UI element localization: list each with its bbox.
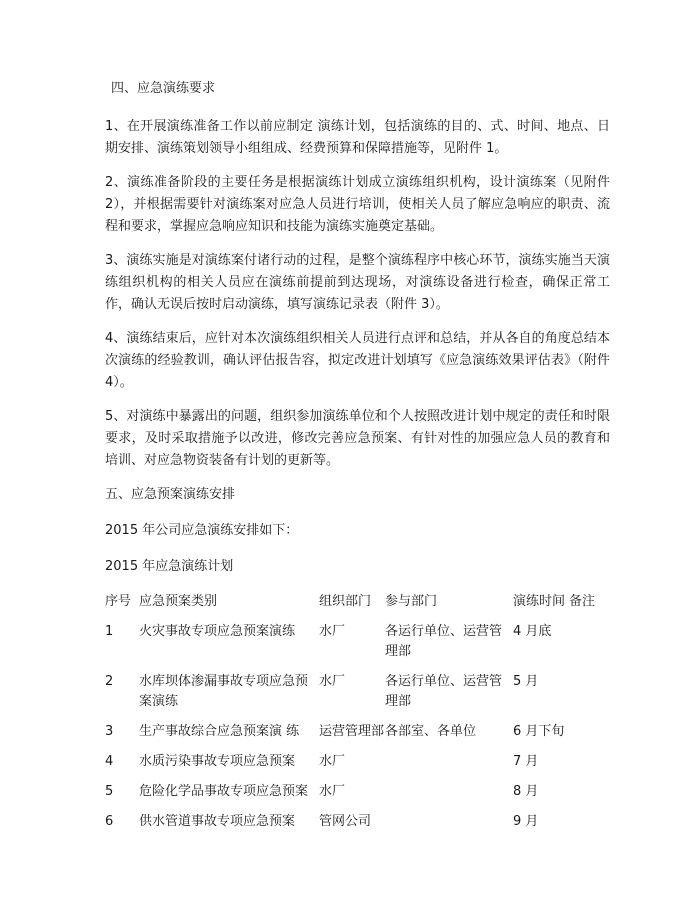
cell-participants	[385, 782, 513, 812]
cell-no: 2	[105, 674, 114, 689]
table-row	[105, 752, 610, 782]
header-org: 组织部门	[319, 594, 372, 609]
cell-org: 水厂	[319, 624, 346, 639]
cell-no: 5	[105, 784, 114, 799]
cell-type: 水质污染事故专项应急预案	[139, 754, 296, 769]
cell-no: 1	[105, 624, 114, 639]
section-5-title: 五、应急预案演练安排	[105, 487, 236, 502]
cell-time: 6 月下旬	[513, 724, 565, 739]
cell-participants	[385, 752, 513, 782]
cell-note	[569, 812, 610, 842]
cell-no: 6	[105, 814, 114, 829]
cell-type: 危险化学品事故专项应急预案	[139, 784, 309, 799]
cell-type: 供水管道事故专项应急预案	[139, 814, 296, 829]
cell-no: 4	[105, 754, 114, 769]
requirement-paragraph-2: 2、演练准备阶段的主要任务是根据演练计划成立演练组织机构，设计演练案（见附件 2），并根据需要针对演练案对应急人员进行培训，使相关人员了解应急响应的职责、流程和要求，掌握应急响应知识和技能为演练实施奠定基础。	[105, 175, 610, 234]
table-row	[105, 782, 610, 812]
cell-type: 火灾事故专项应急预案演练	[139, 624, 296, 639]
cell-note	[569, 672, 610, 722]
header-note: 备注	[569, 594, 596, 609]
cell-note	[569, 782, 610, 812]
cell-time: 7 月	[513, 754, 539, 769]
cell-note	[569, 752, 610, 782]
cell-participants: 各运行单位、运营管理部	[385, 674, 503, 709]
cell-participants: 各运行单位、运营管理部	[385, 624, 503, 659]
cell-org: 水厂	[319, 754, 346, 769]
cell-org: 水厂	[319, 784, 346, 799]
drill-plan-table	[105, 592, 610, 842]
requirement-paragraph-1: 1、在开展演练准备工作以前应制定 演练计划，包括演练的目的、式、时间、地点、日期安排、演练策划领导小组组成、经费预算和保障措施等，见附件 1。	[105, 119, 610, 156]
cell-time: 5 月	[513, 674, 539, 689]
cell-org: 水厂	[319, 674, 346, 689]
cell-org: 运营管理部	[319, 724, 385, 739]
schedule-intro: 2015 年公司应急演练安排如下：	[105, 523, 299, 538]
cell-time: 9 月	[513, 814, 539, 829]
header-participants: 参与部门	[385, 594, 438, 609]
cell-org: 管网公司	[319, 814, 372, 829]
table-row	[105, 672, 610, 722]
cell-type: 生产事故综合应急预案演 练	[139, 724, 300, 739]
requirement-paragraph-4: 4、演练结束后，应针对本次演练组织相关人员进行点评和总结，并从各自的角度总结本次演练的经验教训，确认评估报告容，拟定改进计划填写《应急演练效果评估表》（附件 4）。	[105, 331, 610, 390]
cell-type: 水库坝体渗漏事故专项应急预案演练	[139, 674, 309, 709]
cell-note	[569, 722, 610, 752]
cell-time: 4 月底	[513, 624, 552, 639]
header-type: 应急预案类别	[139, 594, 218, 609]
cell-time: 8 月	[513, 784, 539, 799]
cell-participants	[385, 812, 513, 842]
requirement-paragraph-5: 5、对演练中暴露出的问题，组织参加演练单位和个人按照改进计划中规定的责任和时限要求，及时采取措施予以改进，修改完善应急预案、有针对性的加强应急人员的教育和培训、对应急物资装备有计划的更新等。	[105, 409, 610, 468]
header-no: 序号	[105, 594, 132, 609]
cell-no: 3	[105, 724, 114, 739]
section-4-title: 四、应急演练要求	[111, 81, 216, 96]
table-header-row	[105, 592, 610, 622]
plan-title: 2015 年应急演练计划	[105, 559, 234, 574]
requirement-paragraph-3: 3、演练实施是对演练案付诸行动的过程，是整个演练程序中核心环节，演练实施当天演练组织机构的相关人员应在演练前提前到达现场，对演练设备进行检查，确保正常工作，确认无误后按时启动演练，填写演练记录表（附件 3）。	[105, 253, 610, 312]
table-row	[105, 622, 610, 672]
table-row	[105, 722, 610, 752]
cell-participants: 各部室、各单位	[385, 724, 477, 739]
cell-note	[569, 622, 610, 672]
header-time: 演练时间	[513, 594, 566, 609]
table-row	[105, 812, 610, 842]
